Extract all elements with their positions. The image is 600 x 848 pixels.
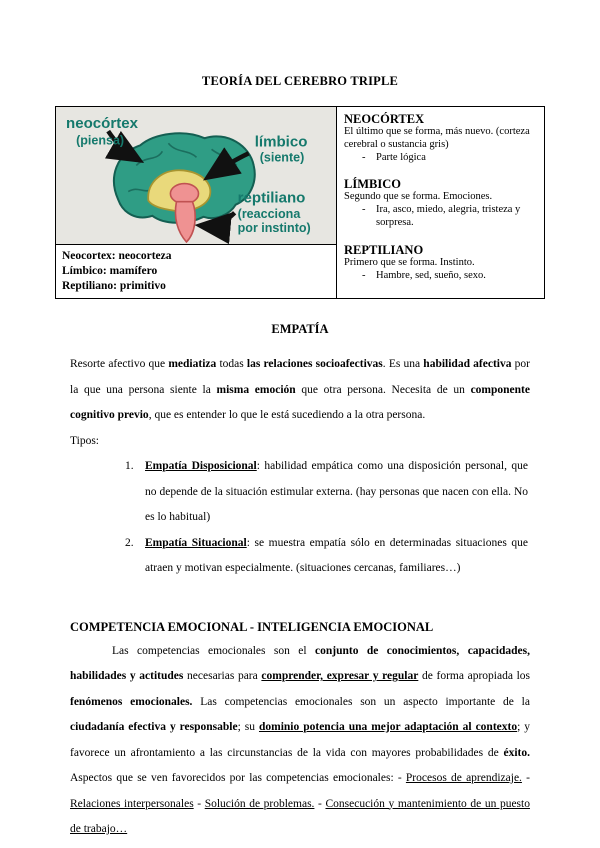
neocortex-label: neocórtex <box>66 115 138 133</box>
section-body: Segundo que se forma. Emociones. <box>344 191 493 203</box>
section-heading: LÍMBICO <box>344 177 401 192</box>
item-text: Empatía Situacional: se muestra empatía sólo en determinadas situaciones que atraen y motivan especialmente. (situaciones cercanas, familiares…) <box>145 536 528 574</box>
item-text: Empatía Disposicional: habilidad empática como una disposición personal, que no depende de la situación estimular externa. (hay personas que nacen con ella. No es lo habitual) <box>145 460 528 523</box>
section-body: Primero que se forma. Instinto. <box>344 256 475 268</box>
limbico-sublabel: (siente) <box>259 150 305 165</box>
brain-table-left-column <box>56 107 337 298</box>
brain-thalamus-shape <box>170 184 198 204</box>
brain-section-neocortex <box>344 112 537 164</box>
reptiliano-label: reptiliano <box>237 189 306 207</box>
competencia-paragraph: Las competencias emocionales son el conjunto de conocimientos, capacidades, habilidades y actitudes necesarias para comprender, expresar y regular de forma apropiada los fenómenos emocionales. Las competencias emocionales son un aspecto importante de la ciudadanía efectiva y responsable; su dominio potencia una mejor adaptación al contexto; y favorece un afrontamiento a las circunstancias de la vida con mayores probabilidades de éxito. Aspectos que se ven favorecidos por las competencias emocionales: - Procesos de aprendizaje. - Relaciones interpersonales - Solución de problemas. - Consecución y mantenimiento de un puesto de trabajo… <box>70 644 531 835</box>
bullet-text: Hambre, sed, sueño, sexo. <box>376 269 486 281</box>
limbico-label: límbico <box>254 133 308 151</box>
legend-line: Límbico: mamífero <box>62 265 158 277</box>
section-heading: NEOCÓRTEX <box>344 112 425 126</box>
item-number: 1. <box>125 460 134 472</box>
list-item <box>125 454 528 531</box>
empatia-list <box>125 454 528 582</box>
brain-figure <box>56 107 336 245</box>
reptiliano-sublabel-2: por instinto) <box>237 220 311 235</box>
brain-descriptions <box>337 107 544 298</box>
bullet-marker: - <box>362 269 366 281</box>
legend-line: Reptiliano: primitivo <box>62 280 166 292</box>
brain-section-limbico <box>344 177 537 229</box>
tipos-label: Tipos: <box>70 434 99 447</box>
brain-illustration <box>56 107 336 244</box>
item-number: 2. <box>125 536 134 549</box>
bullet-marker: - <box>362 151 366 163</box>
empatia-paragraph: Resorte afectivo que mediatiza todas las relaciones socioafectivas. Es una habilidad afectiva por la que una persona siente la misma emoción que otra persona. Necesita de un componente cognitivo previo, que es entender lo que le está sucediendo a la otra persona. <box>70 358 530 421</box>
bullet-item <box>344 270 537 283</box>
brain-table <box>55 106 545 299</box>
bullet-text: Ira, asco, miedo, alegria, tristeza y sorpresa. <box>376 204 521 228</box>
bullet-item <box>344 204 537 230</box>
competencia-heading: COMPETENCIA EMOCIONAL - INTELIGENCIA EMOCIONAL <box>70 619 434 634</box>
brain-section-reptiliano <box>344 243 537 283</box>
bullet-text: Parte lógica <box>376 151 426 163</box>
brain-legend <box>56 245 336 298</box>
section-heading: REPTILIANO <box>344 242 424 257</box>
bullet-item <box>344 152 537 165</box>
page-title: TEORÍA DEL CEREBRO TRIPLE <box>201 74 399 88</box>
list-item <box>125 531 528 582</box>
reptiliano-sublabel-1: (reacciona <box>237 206 301 221</box>
legend-line: Neocortex: neocorteza <box>62 250 172 262</box>
section-body: El último que se forma, más nuevo. (corteza cerebral o sustancia gris) <box>344 126 530 150</box>
neocortex-sublabel: (piensa) <box>76 133 125 148</box>
bullet-marker: - <box>362 204 366 216</box>
empatia-heading: EMPATÍA <box>271 322 329 336</box>
